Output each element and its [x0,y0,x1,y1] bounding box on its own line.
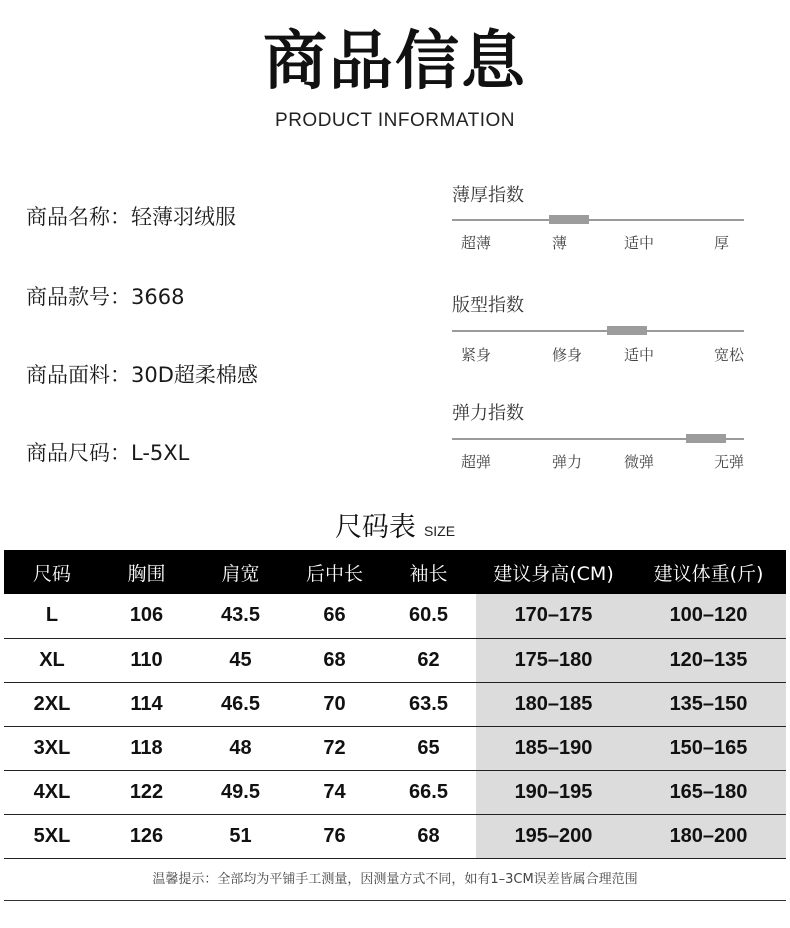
elasticity-index-marker [686,434,726,443]
cell-chest: 126 [100,814,193,858]
elasticity-tick-2: 弹力 [552,453,583,471]
cell-size: L [4,594,100,638]
product-name-label: 商品名称： [26,205,131,229]
cell-back-length: 66 [288,594,381,638]
size-table-header-row [4,550,786,594]
product-code [26,282,184,312]
table-row [4,638,786,682]
header-sleeve: 袖长 [381,550,476,594]
size-chart-title [0,510,790,549]
thickness-tick-1: 超薄 [461,234,492,252]
table-row [4,726,786,770]
product-fabric-label: 商品面料： [26,363,131,387]
measurement-note: 温馨提示：全部均为平铺手工测量，因测量方式不同，如有1–3CM误差皆属合理范围 [152,872,638,887]
fit-tick-1: 紧身 [461,346,492,364]
table-row [4,594,786,638]
cell-back-length: 76 [288,814,381,858]
cell-size: XL [4,638,100,682]
product-name-value: 轻薄羽绒服 [131,205,236,229]
product-code-label: 商品款号： [26,285,131,309]
cell-height: 180–185 [476,682,631,726]
cell-chest: 118 [100,726,193,770]
cell-height: 195–200 [476,814,631,858]
header-height: 建议身高(CM) [476,550,631,594]
cell-shoulder: 51 [193,814,288,858]
cell-height: 175–180 [476,638,631,682]
product-sizes-label: 商品尺码： [26,441,131,465]
product-sizes-value: L-5XL [131,441,190,465]
cell-back-length: 68 [288,638,381,682]
header-shoulder: 肩宽 [193,550,288,594]
size-table [4,550,786,859]
elasticity-tick-1: 超弹 [461,453,492,471]
cell-size: 4XL [4,770,100,814]
cell-size: 5XL [4,814,100,858]
cell-chest: 110 [100,638,193,682]
fit-index-title: 版型指数 [452,295,524,316]
thickness-tick-4: 厚 [714,234,730,252]
cell-height: 170–175 [476,594,631,638]
product-code-value: 3668 [131,285,185,309]
header-chest: 胸围 [100,550,193,594]
product-name [26,202,236,232]
cell-weight: 135–150 [631,682,786,726]
cell-size: 3XL [4,726,100,770]
cell-chest: 122 [100,770,193,814]
cell-chest: 114 [100,682,193,726]
cell-sleeve: 60.5 [381,594,476,638]
product-fabric [26,360,258,390]
page-title: 商品信息 [263,25,527,99]
fit-index-track [452,330,744,332]
cell-height: 185–190 [476,726,631,770]
cell-weight: 100–120 [631,594,786,638]
cell-back-length: 74 [288,770,381,814]
thickness-index-track [452,219,744,221]
elasticity-tick-3: 微弹 [624,453,655,471]
fit-tick-4: 宽松 [714,346,745,364]
product-fabric-value: 30D超柔棉感 [131,363,258,387]
fit-tick-2: 修身 [552,346,583,364]
size-chart-title-cn: 尺码表 [334,512,416,543]
cell-shoulder: 45 [193,638,288,682]
cell-back-length: 72 [288,726,381,770]
page-subtitle: PRODUCT INFORMATION [275,110,515,131]
cell-height: 190–195 [476,770,631,814]
cell-sleeve: 68 [381,814,476,858]
fit-index-marker [607,326,647,335]
product-sizes [26,438,189,468]
thickness-tick-3: 适中 [624,234,655,252]
thickness-index-title: 薄厚指数 [452,185,524,206]
bottom-divider [4,900,786,901]
cell-back-length: 70 [288,682,381,726]
table-row [4,682,786,726]
elasticity-index-track [452,438,744,440]
cell-sleeve: 65 [381,726,476,770]
cell-weight: 150–165 [631,726,786,770]
cell-shoulder: 46.5 [193,682,288,726]
fit-tick-3: 适中 [624,346,655,364]
header-weight: 建议体重(斤) [631,550,786,594]
table-row [4,814,786,858]
header-back-length: 后中长 [288,550,381,594]
table-row [4,770,786,814]
elasticity-tick-4: 无弹 [714,453,745,471]
header-size: 尺码 [4,550,100,594]
cell-weight: 180–200 [631,814,786,858]
cell-weight: 165–180 [631,770,786,814]
thickness-index-marker [549,215,589,224]
size-chart-title-en: SIZE [423,523,456,539]
cell-sleeve: 62 [381,638,476,682]
cell-shoulder: 49.5 [193,770,288,814]
cell-size: 2XL [4,682,100,726]
cell-shoulder: 48 [193,726,288,770]
cell-shoulder: 43.5 [193,594,288,638]
cell-weight: 120–135 [631,638,786,682]
elasticity-index-title: 弹力指数 [452,403,524,424]
cell-sleeve: 63.5 [381,682,476,726]
thickness-tick-2: 薄 [552,234,568,252]
cell-sleeve: 66.5 [381,770,476,814]
cell-chest: 106 [100,594,193,638]
